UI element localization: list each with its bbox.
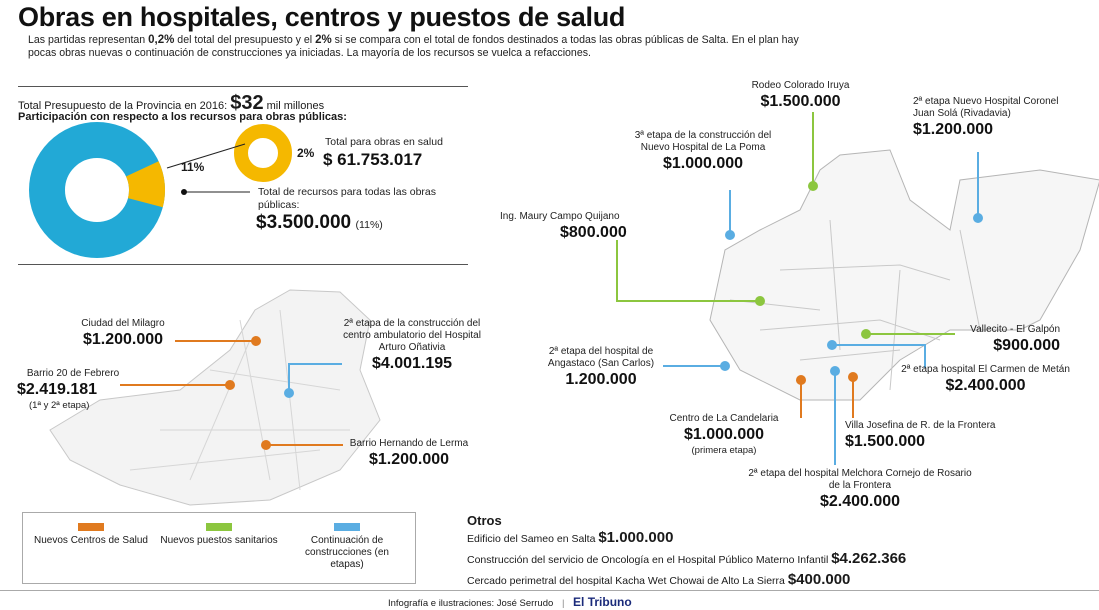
- label-poma-value: $1.000.000: [662, 155, 744, 172]
- marker-candelaria: [796, 375, 806, 385]
- label-melchora: [745, 468, 975, 512]
- label-melchora-value: $2.400.000: [819, 493, 901, 510]
- label-milagro: [58, 318, 188, 350]
- otros-item-value: $1.000.000: [598, 529, 674, 546]
- marker-maury: [755, 296, 765, 306]
- legend-label-blue: Continuación de construcciones (en etapas): [305, 535, 389, 570]
- footer: [388, 595, 632, 609]
- intro-part-1: Las partidas representan: [28, 34, 149, 46]
- public-total-label: Total de recursos para todas las obras públicas:: [258, 186, 437, 211]
- otros-item-label: Edificio del Sameo en Salta: [467, 533, 596, 545]
- label-josefina-name: Villa Josefina de R. de la Frontera: [845, 420, 996, 431]
- label-sola-value: $1.200.000: [913, 121, 994, 138]
- marker-angastaco: [720, 361, 730, 371]
- otros-item: [467, 549, 906, 570]
- otros-section: [467, 513, 906, 591]
- label-metan-name: 2ª etapa hospital El Carmen de Metán: [901, 364, 1070, 375]
- label-melchora-name: 2ª etapa del hospital Melchora Cornejo de Rosario de la Frontera: [748, 468, 972, 491]
- label-vallecito-name: Vallecito - El Galpón: [970, 324, 1060, 335]
- label-maury-value: $800.000: [560, 224, 627, 241]
- divider-footer: [0, 590, 1099, 591]
- label-metan-value: $2.400.000: [945, 377, 1026, 394]
- marker-melchora: [830, 366, 840, 376]
- legend-item-orange: [31, 523, 151, 547]
- divider-top: [18, 86, 468, 87]
- label-lerma-value: $1.200.000: [368, 451, 450, 468]
- intro-pct-1: 0,2%: [148, 34, 175, 46]
- divider-middle: [18, 264, 468, 265]
- marker-metan: [827, 340, 837, 350]
- label-barrio20-name: Barrio 20 de Febrero: [26, 368, 120, 379]
- health-total-label: Total para obras en salud: [325, 136, 443, 148]
- marker-sola: [973, 213, 983, 223]
- legend: [22, 512, 416, 584]
- label-sola: [913, 96, 1063, 140]
- marker-vallecito: [861, 329, 871, 339]
- public-total: [256, 212, 383, 234]
- brand-logo: El Tribuno: [573, 595, 632, 609]
- footer-credit: Infografía e ilustraciones: José Serrudo: [388, 598, 554, 609]
- intro-text: [28, 34, 818, 60]
- label-angastaco: [536, 346, 666, 390]
- otros-item-label: Construcción del servicio de Oncología en el Hospital Público Materno Infantil: [467, 554, 829, 566]
- marker-rodeo: [808, 181, 818, 191]
- label-poma-name: 3ª etapa de la construcción del Nuevo Hospital de La Poma: [634, 130, 772, 153]
- marker-lerma: [261, 440, 271, 450]
- label-angastaco-value: 1.200.000: [565, 371, 637, 388]
- otros-item-value: $400.000: [787, 571, 851, 588]
- marker-arturo: [284, 388, 294, 398]
- label-maury-name: Ing. Maury Campo Quijano: [500, 211, 620, 222]
- total-budget-label: Total Presupuesto de la Provincia en 2016:: [18, 100, 228, 112]
- label-rodeo-name: Rodeo Colorado Iruya: [751, 80, 850, 91]
- otros-item: [467, 528, 906, 549]
- label-milagro-value: $1.200.000: [82, 331, 164, 348]
- pct-eleven: 11%: [181, 160, 205, 174]
- intro-part-2: del total del presupuesto y el: [174, 34, 316, 46]
- otros-item-value: $4.262.366: [831, 550, 907, 567]
- health-total-value: $ 61.753.017: [323, 150, 423, 169]
- legend-label-green: Nuevos puestos sanitarios: [160, 535, 278, 546]
- legend-item-blue: [287, 523, 407, 571]
- otros-item-label: Cercado perimetral del hospital Kacha Wet Chowai de Alto La Sierra: [467, 575, 785, 587]
- label-candelaria-note: (primera etapa): [691, 445, 757, 456]
- pct-two: 2%: [297, 146, 315, 160]
- legend-item-green: [159, 523, 279, 547]
- label-candelaria-value: $1.000.000: [683, 426, 765, 443]
- label-vallecito: [905, 324, 1060, 356]
- label-arturo: [342, 318, 482, 374]
- label-candelaria: [644, 413, 804, 457]
- intro-part-3: si se compara con el total de fondos destinados a todas las obras públicas de Salta. En el plan hay pocas obras nuevas o continuación de construcciones ya iniciadas. La mayoría de los recursos se vuelca a refacciones.: [28, 34, 799, 59]
- label-milagro-name: Ciudad del Milagro: [81, 318, 165, 329]
- leader-dot-large: [181, 189, 187, 195]
- label-maury: [500, 211, 680, 243]
- legend-swatch-blue: [334, 523, 360, 531]
- page-title: Obras en hospitales, centros y puestos de salud: [18, 2, 626, 32]
- label-josefina: [845, 420, 1085, 452]
- label-arturo-value: $4.001.195: [371, 355, 453, 372]
- public-total-pct: (11%): [355, 219, 383, 231]
- label-metan: [893, 364, 1078, 396]
- label-lerma: [345, 438, 473, 470]
- label-josefina-value: $1.500.000: [845, 433, 926, 450]
- legend-label-orange: Nuevos Centros de Salud: [34, 535, 148, 546]
- otros-title: Otros: [467, 513, 502, 528]
- marker-barrio20: [225, 380, 235, 390]
- total-budget-unit: mil millones: [266, 100, 325, 112]
- legend-swatch-orange: [78, 523, 104, 531]
- marker-poma: [725, 230, 735, 240]
- label-rodeo: [733, 80, 868, 112]
- label-lerma-name: Barrio Hernando de Lerma: [349, 438, 469, 449]
- intro-pct-2: 2%: [315, 34, 332, 46]
- leader-small: [167, 144, 245, 168]
- marker-josefina: [848, 372, 858, 382]
- otros-item: [467, 570, 906, 591]
- label-arturo-name: 2ª etapa de la construcción del centro ambulatorio del Hospital Arturo Oñativia: [343, 318, 481, 353]
- footer-separator-icon: |: [561, 598, 565, 609]
- marker-milagro: [251, 336, 261, 346]
- label-angastaco-name: 2ª etapa del hospital de Angastaco (San Carlos): [547, 346, 655, 369]
- label-vallecito-value: $900.000: [993, 337, 1060, 354]
- participation-title: Participación con respecto a los recursos para obras públicas:: [18, 111, 347, 123]
- province-map-outline: [710, 150, 1099, 400]
- label-barrio20-note: (1ª y 2ª etapa): [29, 400, 90, 411]
- label-rodeo-value: $1.500.000: [760, 93, 841, 110]
- public-total-value: $3.500.000: [256, 212, 352, 233]
- total-budget-value: $32: [230, 92, 264, 114]
- label-sola-name: 2ª etapa Nuevo Hospital Coronel Juan Solá (Rivadavia): [913, 96, 1059, 119]
- label-barrio20-value: $2.419.181: [17, 381, 98, 398]
- label-poma: [628, 130, 778, 174]
- label-barrio20: [17, 368, 121, 412]
- donut-small-ring: [241, 131, 285, 175]
- legend-swatch-green: [206, 523, 232, 531]
- label-candelaria-name: Centro de La Candelaria: [669, 413, 779, 424]
